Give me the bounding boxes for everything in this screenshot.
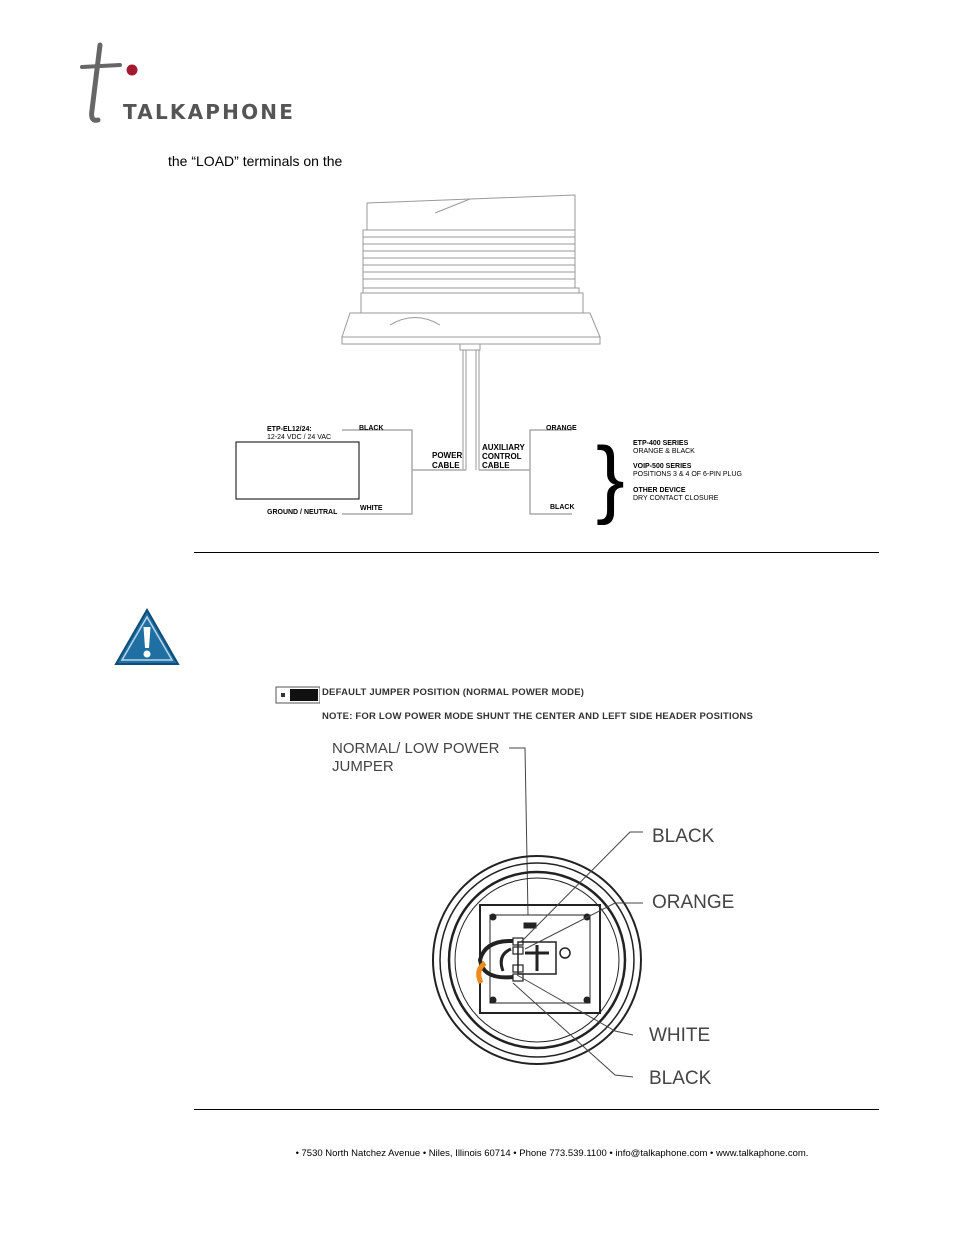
warning-icon <box>114 608 180 666</box>
note-detail-3: DRY CONTACT CLOSURE <box>633 495 719 502</box>
device-voltage: 12-24 VDC / 24 VAC <box>267 434 332 441</box>
wire-black-bottom-label: BLACK <box>550 504 575 511</box>
intro-text: the “LOAD” terminals on the <box>168 153 343 169</box>
device-label: ETP-EL12/24: <box>267 426 312 433</box>
power-cable-label-2: CABLE <box>432 461 460 470</box>
strobe-base-housing <box>433 856 641 1064</box>
jumper-header-icon <box>270 683 320 705</box>
aux-cable-label-1: AUXILIARY <box>482 443 525 452</box>
strobe-back-diagram <box>325 735 755 1095</box>
label-black-bottom: BLACK <box>649 1068 712 1089</box>
note-detail-1: ORANGE & BLACK <box>633 448 695 455</box>
jumper-default-note: DEFAULT JUMPER POSITION (NORMAL POWER MODE) <box>322 687 585 698</box>
label-orange: ORANGE <box>652 892 735 913</box>
footer-contact: • 7530 North Natchez Avenue • Niles, Illinois 60714 • Phone 773.539.1100 • info@talkaphone.com • www.talkaphone.com. <box>295 1148 809 1159</box>
note-title-2: VOIP-500 SERIES <box>633 463 692 470</box>
footer-divider <box>194 1109 879 1110</box>
note-title-3: OTHER DEVICE <box>633 487 686 494</box>
wire-black-label: BLACK <box>359 425 384 432</box>
power-cable-wiring <box>342 430 572 514</box>
logo-wordmark: TALKAPHONE <box>123 100 296 124</box>
wiring-diagram <box>230 185 770 525</box>
aux-cable-label-2: CONTROL <box>482 452 522 461</box>
strobe-power-source-box <box>236 442 359 499</box>
curly-brace-icon: } <box>596 430 625 525</box>
jumper-low-power-note: NOTE: FOR LOW POWER MODE SHUNT THE CENTER AND LEFT SIDE HEADER POSITIONS <box>322 711 753 722</box>
label-white: WHITE <box>649 1025 711 1046</box>
jumper-label-1: NORMAL/ LOW POWER <box>332 740 500 757</box>
power-cable-label-1: POWER <box>432 451 463 460</box>
section-divider <box>194 552 879 553</box>
aux-cable-label-3: CABLE <box>482 461 510 470</box>
ground-neutral-label: GROUND / NEUTRAL <box>267 509 338 516</box>
wire-white-label: WHITE <box>360 505 383 512</box>
note-detail-2: POSITIONS 3 & 4 OF 6-PIN PLUG <box>633 471 742 478</box>
jumper-label-2: JUMPER <box>332 758 394 775</box>
note-title-1: ETP-400 SERIES <box>633 440 689 447</box>
label-black-top: BLACK <box>652 826 715 847</box>
wire-orange-label: ORANGE <box>546 425 577 432</box>
